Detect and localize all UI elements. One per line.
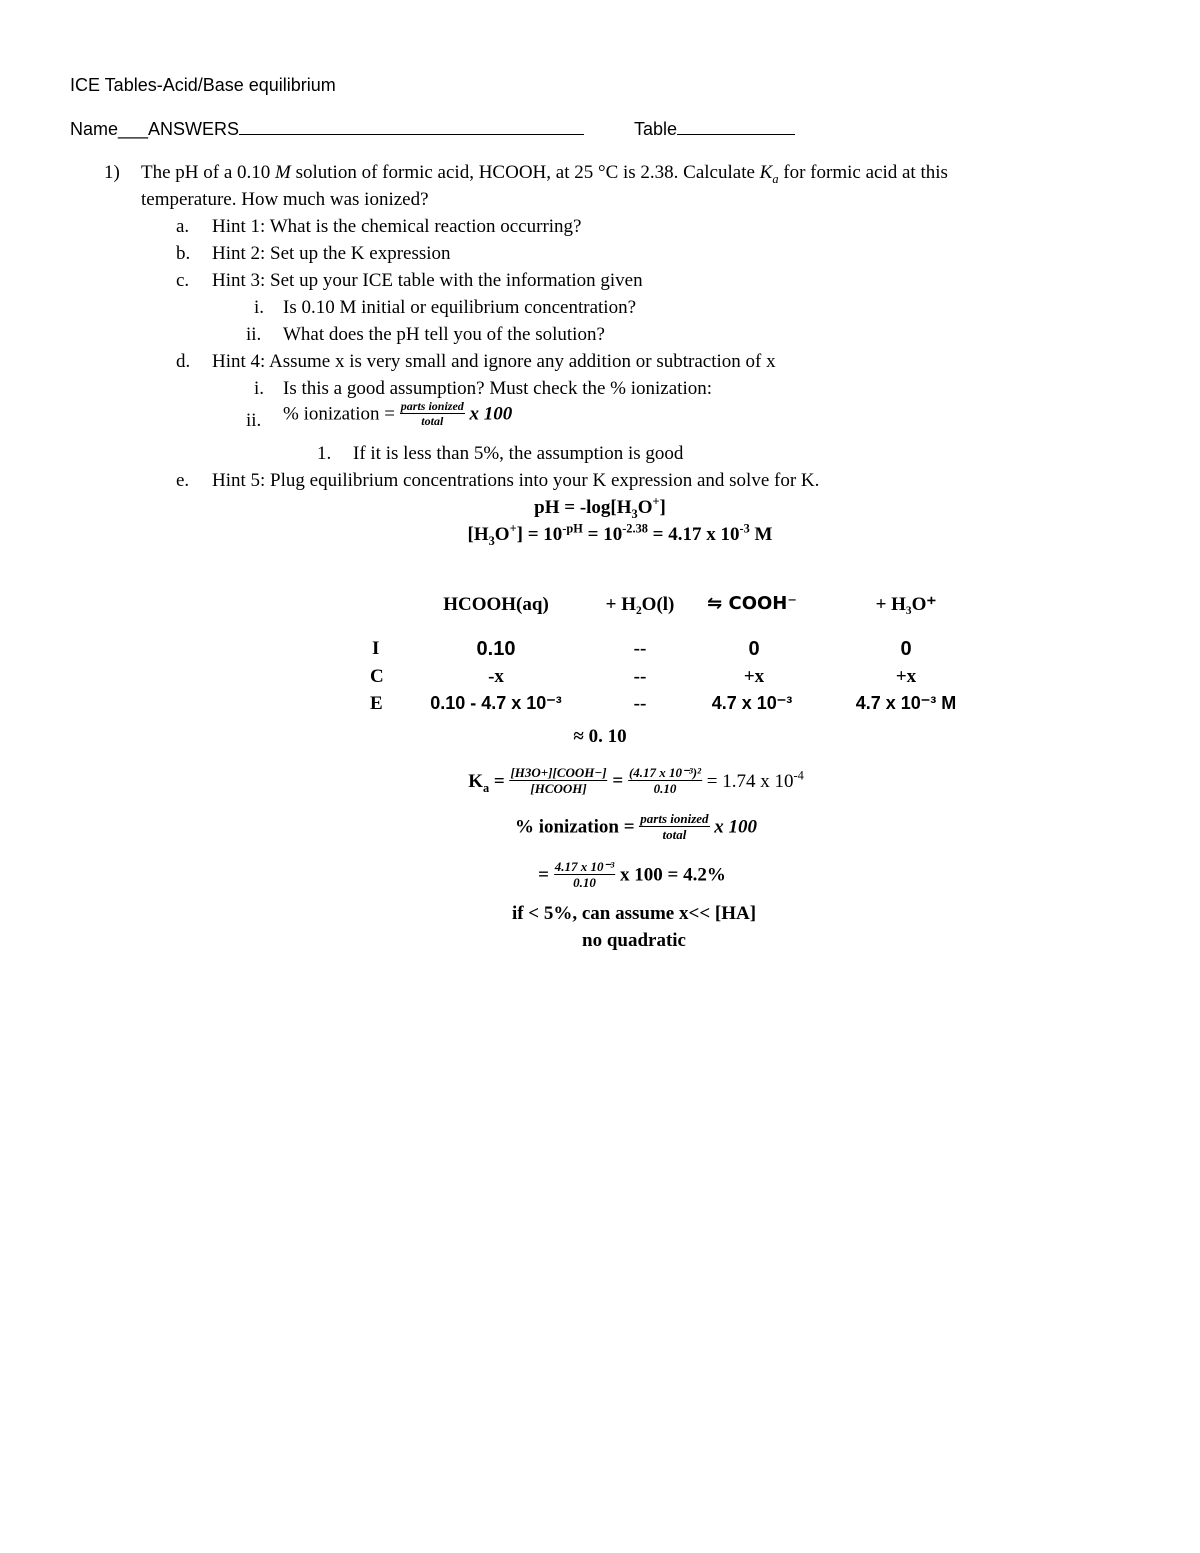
ice-header-h3o: + H₃O⁺: [875, 594, 937, 615]
ionization-formula-hint: [283, 400, 512, 429]
hint-marker: b.: [176, 243, 191, 264]
h3o-concentration-equation: $[H_3O^+] = 10^{-pH} = 10^{-2.38} = 4.17$ x $10^{-3}$ M: [467, 521, 773, 548]
hint-2-text: Hint 2: Set up the K expression: [212, 243, 451, 264]
ice-cell-e-hcooh: 0.10 - 4.7 x 10⁻³: [430, 693, 562, 713]
sub-hint-marker: ii.: [246, 324, 262, 345]
sub-hint-marker: i.: [254, 297, 265, 318]
name-label: Name___ANSWERS: [70, 119, 240, 139]
ice-row-label-i: I: [372, 638, 380, 659]
ice-cell-i-h2o: --: [633, 638, 647, 659]
conclusion-line-2: no quadratic: [582, 930, 686, 951]
ionization-fraction: [400, 400, 465, 429]
sub-hint-marker: ii.: [246, 410, 262, 431]
ice-header-cooh: ⇋ COOH⁻: [707, 593, 797, 614]
ka-label: $K_a$ =: [468, 770, 505, 795]
hint-marker: c.: [176, 270, 190, 291]
fraction-multiplier: x 100: [469, 403, 513, 425]
calc-fraction: $\frac{\text{4.17 x 10⁻³}}{0.10}$: [554, 859, 615, 891]
question-text-c: for formic acid at this: [778, 162, 948, 183]
sub-hint-text: Is this a good assumption? Must check the % ionization:: [283, 378, 713, 399]
ka-result: = 1.74 x $10^{-4}$: [706, 768, 804, 792]
ice-cell-e-cooh: 4.7 x 10⁻³: [711, 693, 793, 713]
ice-header-h2o: + H₂O(l): [605, 594, 675, 615]
hint-marker: d.: [176, 351, 191, 372]
ice-cell-e-h2o: --: [633, 693, 647, 714]
ice-cell-i-h3o: 0: [900, 638, 912, 660]
question-line-1: [141, 162, 948, 184]
ka-fraction-1: $\frac{\text{[H3O+][COOH−]}}{\text{[HCOOH]}}$: [510, 765, 607, 797]
ionization-fraction-answer: $\frac{\text{parts ionized}}{\text{total}}$: [640, 811, 709, 843]
ice-cell-c-hcooh: -x: [488, 666, 504, 687]
ka-fraction-2: $\frac{\text{(4.17 x 10⁻³)²}}{0.10}$: [628, 765, 702, 797]
hint-4-text: Hint 4: Assume x is very small and ignore any addition or subtraction of x: [212, 351, 776, 372]
ka-expression: $K_a$ = $\frac{\text{[H3O+][COOH−]}}{\text{[HCOOH]}}$ = $\frac{\text{(4.17 x 10⁻³)²}}{0.10}$ = 1.74 x $10^{-4}$: [468, 765, 804, 797]
sub-hint-marker: i.: [254, 378, 265, 399]
ice-approximation: ≈ 0. 10: [573, 726, 627, 747]
molarity-unit: M: [275, 162, 291, 183]
fraction-numerator: parts ionized: [400, 399, 464, 413]
ice-cell-c-cooh: +x: [743, 666, 765, 687]
sub-sub-hint-text: If it is less than 5%, the assumption is good: [353, 443, 684, 464]
name-blank-line: [239, 134, 584, 135]
table-blank-line: [677, 134, 795, 135]
hint-3-text: Hint 3: Set up your ICE table with the information given: [212, 270, 643, 291]
question-text-b: solution of formic acid, HCOOH, at 25 °C is 2.38. Calculate: [290, 162, 760, 183]
question-line-2: temperature. How much was ionized?: [141, 189, 429, 210]
sub-hint-text: What does the pH tell you of the solution?: [283, 324, 605, 345]
table-label: Table: [634, 119, 678, 139]
ice-row-label-e: E: [370, 693, 383, 714]
table-field: [634, 119, 795, 140]
hint-1-text: Hint 1: What is the chemical reaction occurring?: [212, 216, 582, 237]
question-number: 1): [104, 162, 120, 183]
ice-cell-i-hcooh: 0.10: [476, 638, 516, 660]
ice-cell-c-h2o: --: [633, 666, 647, 687]
ice-cell-i-cooh: 0: [748, 638, 760, 660]
ka-symbol: $K_a$: [759, 162, 779, 186]
percent-ionization-calculation: = $\frac{\text{4.17 x 10⁻³}}{0.10}$ x 100 = 4.2%: [538, 859, 726, 891]
ph-equation: pH = $-\log[H_3O^+]$: [534, 494, 666, 521]
ionization-formula-label: % ionization =: [283, 403, 396, 425]
document-title: ICE Tables-Acid/Base equilibrium: [70, 75, 336, 95]
hint-5-text: Hint 5: Plug equilibrium concentrations into your K expression and solve for K.: [212, 470, 820, 491]
sub-sub-hint-marker: 1.: [317, 443, 332, 464]
name-field: [70, 119, 584, 140]
question-text-a: The pH of a 0.10: [141, 162, 276, 183]
fraction-denominator: total: [421, 414, 444, 429]
conclusion-line-1: if < 5%, can assume x<< [HA]: [511, 903, 757, 924]
ice-row-label-c: C: [370, 666, 384, 687]
ice-cell-c-h3o: +x: [895, 666, 917, 687]
hint-marker: a.: [176, 216, 190, 237]
ice-header-hcooh: HCOOH(aq): [443, 594, 549, 615]
hint-marker: e.: [176, 470, 190, 491]
ice-cell-e-h3o: 4.7 x 10⁻³ M: [855, 693, 957, 713]
percent-ionization-formula: % ionization = $\frac{\text{parts ionized}}{\text{total}}$ x 100: [514, 811, 758, 843]
sub-hint-text: Is 0.10 M initial or equilibrium concentration?: [283, 297, 637, 318]
